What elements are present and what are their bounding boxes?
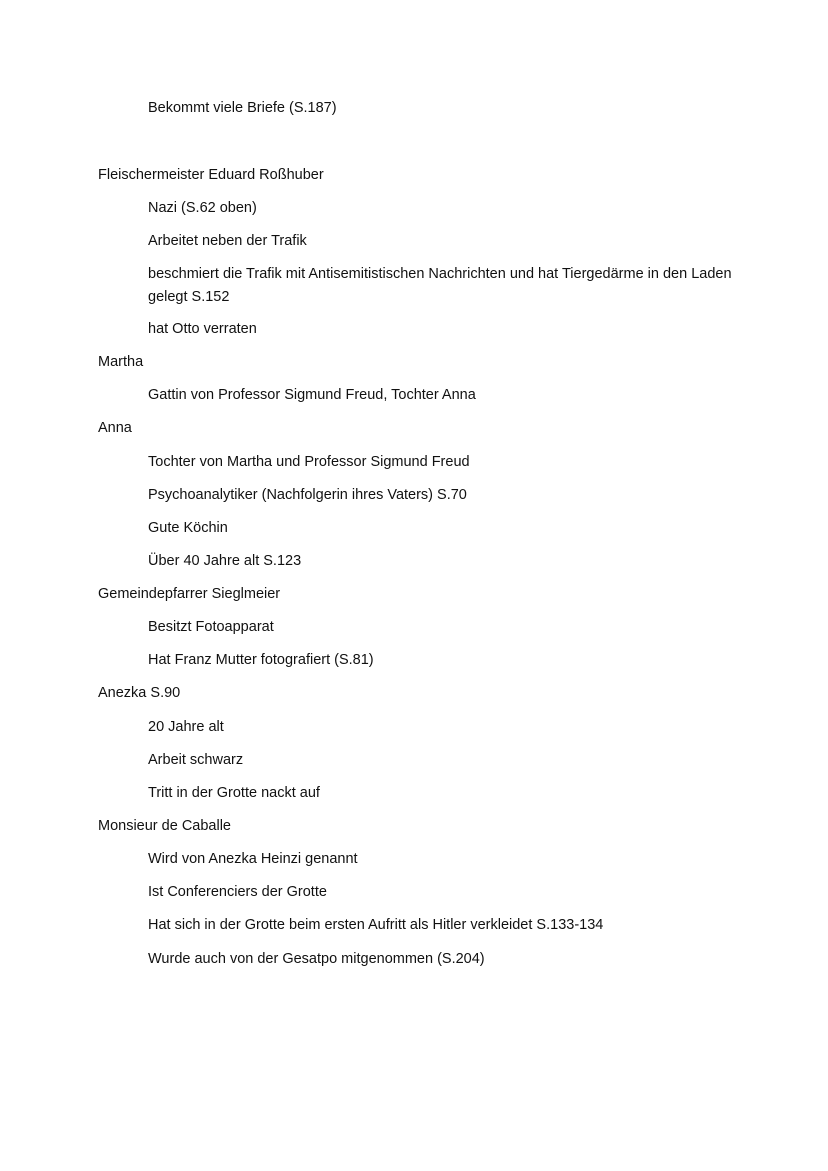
note-line: Tochter von Martha und Professor Sigmund Freud [148,454,470,470]
note-line: Gattin von Professor Sigmund Freud, Tochter Anna [148,387,476,403]
character-heading: Gemeindepfarrer Sieglmeier [98,586,281,602]
note-line: Nazi (S.62 oben) [148,200,257,216]
note-line: Psychoanalytiker (Nachfolgerin ihres Vaters) S.70 [148,487,467,503]
note-line: Ist Conferenciers der Grotte [148,884,327,900]
character-heading: Martha [98,354,144,370]
note-line: Besitzt Fotoapparat [148,619,274,635]
note-line: Wurde auch von der Gesatpo mitgenommen (S.204) [148,951,485,967]
note-line: 20 Jahre alt [148,719,224,735]
note-line: Bekommt viele Briefe (S.187) [148,100,337,116]
note-line: Gute Köchin [148,520,228,536]
character-heading: Anezka S.90 [98,685,181,701]
note-line: Arbeit schwarz [148,752,244,768]
note-line: Über 40 Jahre alt S.123 [148,553,302,569]
note-line: Tritt in der Grotte nackt auf [148,785,320,801]
note-line: hat Otto verraten [148,321,257,337]
note-line: Hat Franz Mutter fotografiert (S.81) [148,652,374,668]
note-line: Arbeitet neben der Trafik [148,233,307,249]
character-heading: Monsieur de Caballe [98,818,231,834]
note-line: Wird von Anezka Heinzi genannt [148,851,358,867]
character-heading: Anna [98,420,132,436]
character-heading: Fleischermeister Eduard Roßhuber [98,167,324,183]
note-line: beschmiert die Trafik mit Antisemitistischen Nachrichten und hat Tiergedärme in den Laden gelegt S.152 [148,266,732,305]
note-line: Hat sich in der Grotte beim ersten Aufritt als Hitler verkleidet S.133-134 [148,917,604,933]
